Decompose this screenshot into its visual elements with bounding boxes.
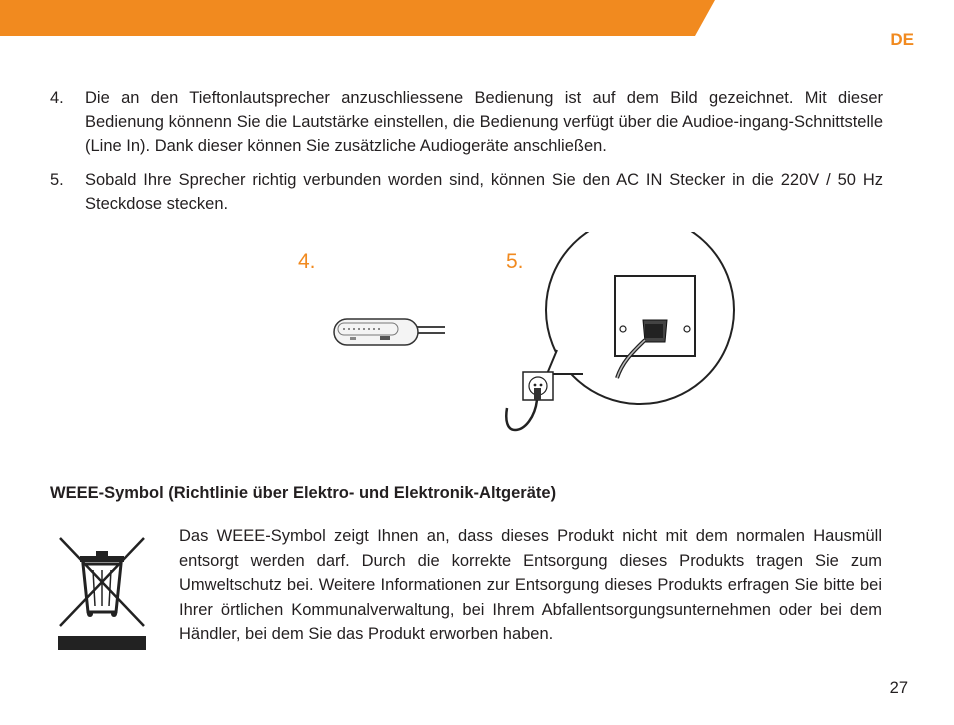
step-5: [50, 168, 883, 216]
instruction-list: [50, 86, 883, 226]
remote-control-illustration: [330, 305, 450, 355]
step-4: [50, 86, 883, 158]
step-number: 4.: [50, 89, 64, 107]
figure-label-4: 4.: [298, 250, 316, 273]
weee-description: Das WEEE-Symbol zeigt Ihnen an, dass dieses Produkt nicht mit dem normalen Hausmüll entsorgt werden darf. Durch die korrekte Entsorgung dieses Produkts tragen Sie zum Umweltschutz bei. Weitere Informationen zur Entsorgung dieses Produkts erfragen Sie bitte bei Ihrer örtlichen Kommunalverwaltung, bei Ihrem Abfallentsorgungsunternehmen oder bei dem Händler, bei dem Sie das Produkt erworben haben.: [179, 527, 882, 643]
page-number: 27: [889, 679, 908, 697]
weee-crossed-bin-icon: [56, 534, 148, 652]
step-text: Sobald Ihre Sprecher richtig verbunden worden sind, können Sie den AC IN Stecker in die 220V / 50 Hz Steckdose stecken.: [85, 171, 883, 213]
step-text: Die an den Tieftonlautsprecher anzuschliessene Bedienung ist auf dem Bild gezeichnet. Mit dieser Bedienung könnenn Sie die Lautstärke einstellen, die Bedienung verfügt über die Audioe-ingang-Schnittstelle (Line In). Dank dieser können Sie zusätzliche Audiogeräte anschließen.: [85, 89, 883, 155]
wall-socket-illustration: [495, 232, 735, 442]
weee-heading: WEEE-Symbol (Richtlinie über Elektro- und Elektronik-Altgeräte): [50, 484, 557, 502]
step-number: 5.: [50, 171, 64, 189]
language-tag: DE: [890, 30, 914, 49]
figure-label-5: 5.: [506, 250, 524, 273]
header-banner: [0, 0, 954, 40]
